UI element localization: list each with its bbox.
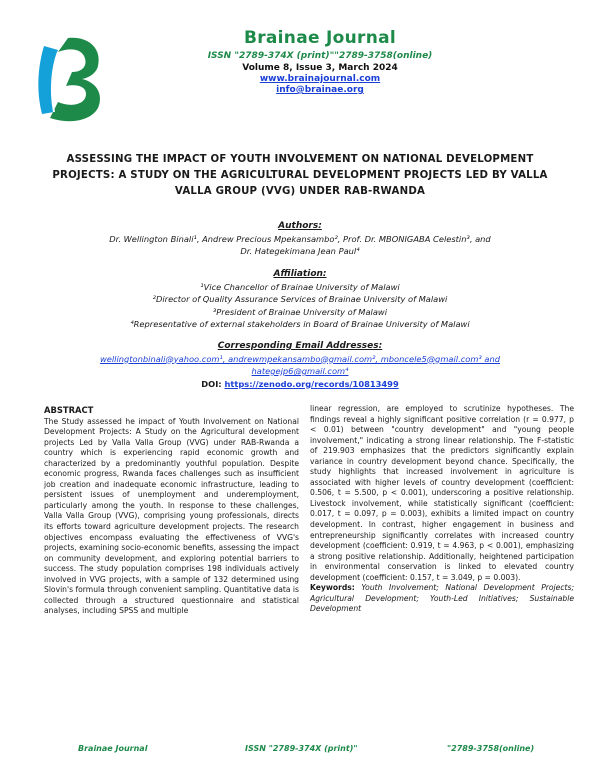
affiliation-item: ³President of Brainae University of Malawi (212, 306, 388, 317)
affiliation-heading: Affiliation: (273, 269, 327, 279)
journal-logo (28, 32, 110, 124)
footer-journal: Brainae Journal (78, 744, 148, 753)
abstract-heading: ABSTRACT (44, 405, 94, 415)
website-link[interactable]: www.brainajournal.com (259, 74, 381, 84)
volume-line: Volume 8, Issue 3, March 2024 (242, 63, 398, 73)
keywords (310, 583, 574, 615)
paper-title: ASSESSING THE IMPACT OF YOUTH INVOLVEMENT ON NATIONAL DEVELOPMENT PROJECTS: A STUDY ON THE AGRICULTURAL DEVELOPMENT PROJECTS LED BY VALLA VALLA GROUP (VVG) UNDER RAB-RWANDA (52, 154, 548, 197)
affiliation-item: ²Director of Quality Assurance Services of Brainae University of Malawi (152, 294, 448, 304)
doi-line (60, 378, 540, 391)
keywords-text: Youth Involvement; National Development Projects; Agricultural Development; Youth-Led Initiatives; Sustainable Development (310, 583, 575, 614)
page-footer (0, 744, 600, 758)
emails-section (60, 340, 540, 390)
abstract-text-left: The Study assessed he impact of Youth Involvement on National Development Projects: A Study on the Agricultural development projects Led by Valla Valla Group (VVG) under RAB-Rwanda a country which is experiencing rapid economic growth and characterized by a predominantly youthful population. Despite economic progress, Rwanda faces challenges such as insufficient job creation and inadequate economic infrastructure, leading to persistent issues of unemployment and underemployment, particularly among the youth. In response to these challenges, Valla Valla Group (VVG), comprising young professionals, directs its efforts toward agriculture development projects. The research objectives encompass evaluating the effectiveness of VVG's projects, examining socio-economic benefits, assessing the impact on community development, and exploring potential barriers to success. The study population comprises 198 individuals actively involved in VVG projects, with a sample of 132 determined using Slovin's formula through convenient sampling. Quantitative data is collected through a structured questionnaire and statistical analyses, including SPSS and multiple (44, 416, 299, 616)
email-link[interactable]: info@brainae.org (276, 85, 364, 95)
abstract-text-right: linear regression, are employed to scrutinize hypotheses. The findings reveal a highly significant positive correlation (r = 0.977, p < 0.01) between "country development" and "young people involvement," indicating a strong linear relationship. The F-statistic of 219.903 emphasizes that the predictors significantly explain variance in country development beyond chance. Specifically, the study highlights that increased involvement in agriculture is associated with higher levels of country development (coefficient: 0.506, t = 5.500, p < 0.001), underscoring a positive relationship. Livestock involvement, while statistically significant (coefficient: 0.017, t = 0.097, p = 0.003), exhibits a limited impact on country development. In contrast, higher engagement in business and entrepreneurship significantly correlates with increased country development (coefficient: 0.919, t = 4.963, p < 0.001), emphasizing a strong positive relationship. Additionally, heightened participation in environmental conservation is linked to elevated country development (coefficient: 0.157, t = 3.049, p = 0.003). (310, 404, 574, 582)
affiliation-item: ⁴Representative of external stakeholders in Board of Brainae University of Malawi (130, 319, 470, 329)
doi-label: DOI: (201, 378, 222, 389)
abstract-left-column (44, 405, 299, 617)
doi-link[interactable]: https://zenodo.org/records/10813499 (224, 378, 399, 389)
affiliation-section (60, 268, 540, 331)
masthead (140, 28, 500, 95)
authors-line-1: Dr. Wellington Binali¹, Andrew Precious Mpekansambo², Prof. Dr. MBONIGABA Celestin³, and (109, 233, 491, 244)
affiliation-item: ¹Vice Chancellor of Brainae University of Malawi (200, 281, 400, 292)
authors-section (60, 220, 540, 258)
keywords-label: Keywords: (310, 583, 355, 593)
issn-line: ISSN "2789-374X (print)""2789-3758(online) (207, 51, 433, 61)
emails-line-1[interactable]: wellingtonbinali@yahoo.com¹, andrewmpekansambo@gmail.com², mboncele5@gmail.com³ and (99, 353, 501, 364)
emails-line-2[interactable]: hategejp6@gmail.com⁴ (251, 366, 349, 376)
footer-issn-online: "2789-3758(online) (447, 744, 535, 753)
emails-heading: Corresponding Email Addresses: (217, 341, 383, 351)
authors-line-2: Dr. Hategekimana Jean Paul⁴ (240, 246, 360, 256)
footer-issn-print: ISSN "2789-374X (print)" (245, 744, 358, 753)
abstract-right-column (310, 404, 574, 615)
journal-name: Brainae Journal (243, 28, 397, 48)
authors-heading: Authors: (278, 221, 322, 231)
